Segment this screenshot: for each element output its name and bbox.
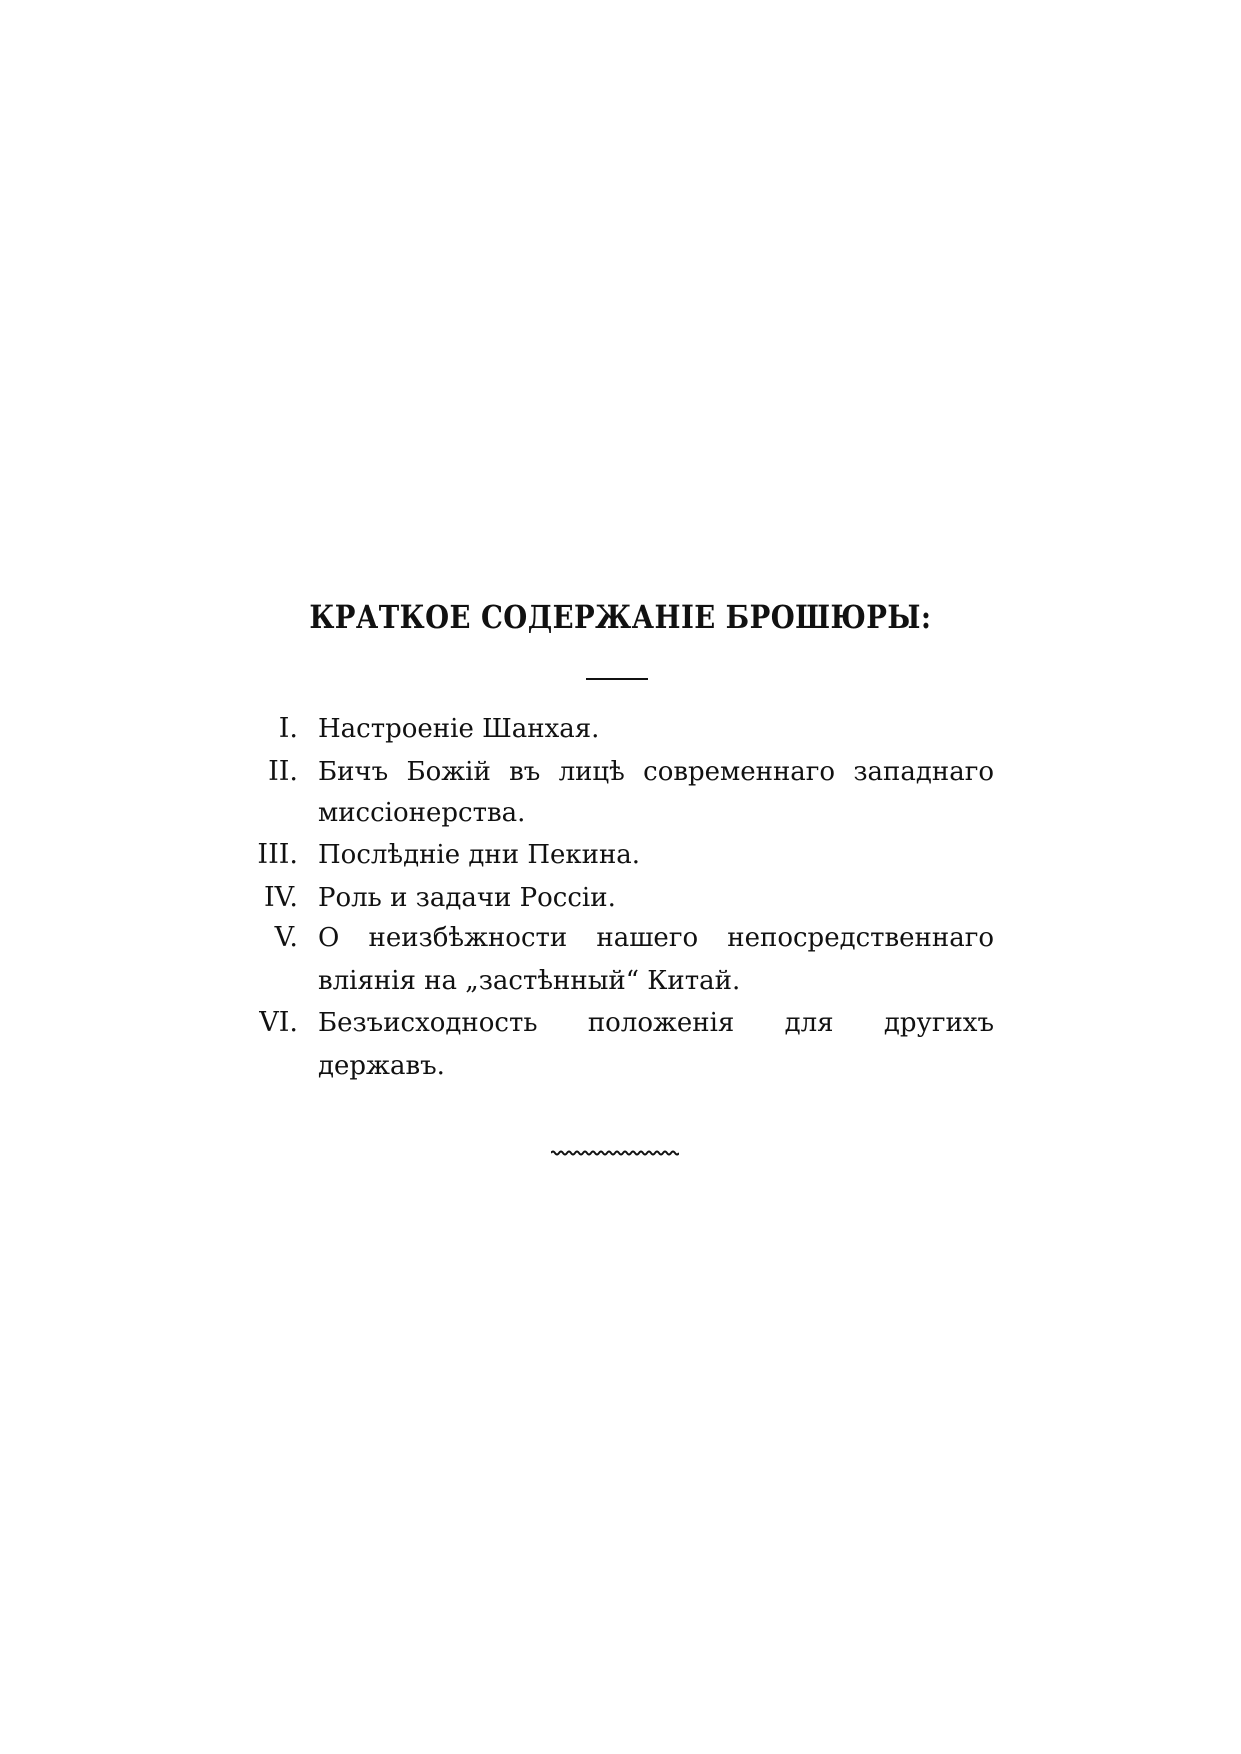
- wavy-ornament-divider: [551, 1148, 679, 1158]
- toc-entry-number: I.: [278, 713, 298, 744]
- toc-entry-number: VI.: [259, 1007, 298, 1038]
- toc-entry-number: V.: [274, 922, 298, 953]
- toc-entry-number: IV.: [263, 882, 298, 913]
- toc-entry-text-continued: миссіонерства.: [318, 798, 526, 828]
- toc-entry-number: II.: [268, 756, 298, 787]
- toc-entry-text-continued: вліянія на „застѣнный“ Китай.: [318, 966, 741, 996]
- toc-entry-text: Безъисходность положенія для другихъ: [318, 1008, 994, 1038]
- toc-entry-text: Роль и задачи Россіи.: [318, 883, 616, 913]
- title-underline: [586, 678, 648, 680]
- page-title: КРАТКОЕ СОДЕРЖАНІЕ БРОШЮРЫ:: [309, 598, 932, 636]
- toc-entry-text: Настроеніе Шанхая.: [318, 714, 600, 744]
- toc-entry-text-continued: державъ.: [318, 1051, 445, 1081]
- toc-entry-text: Бичъ Божій въ лицѣ современнаго западнаго: [318, 757, 994, 787]
- toc-entry-text: О неизбѣжности нашего непосредственнаго: [318, 923, 994, 953]
- toc-entry-number: III.: [257, 839, 298, 870]
- toc-entry-text: Послѣдніе дни Пекина.: [318, 840, 641, 870]
